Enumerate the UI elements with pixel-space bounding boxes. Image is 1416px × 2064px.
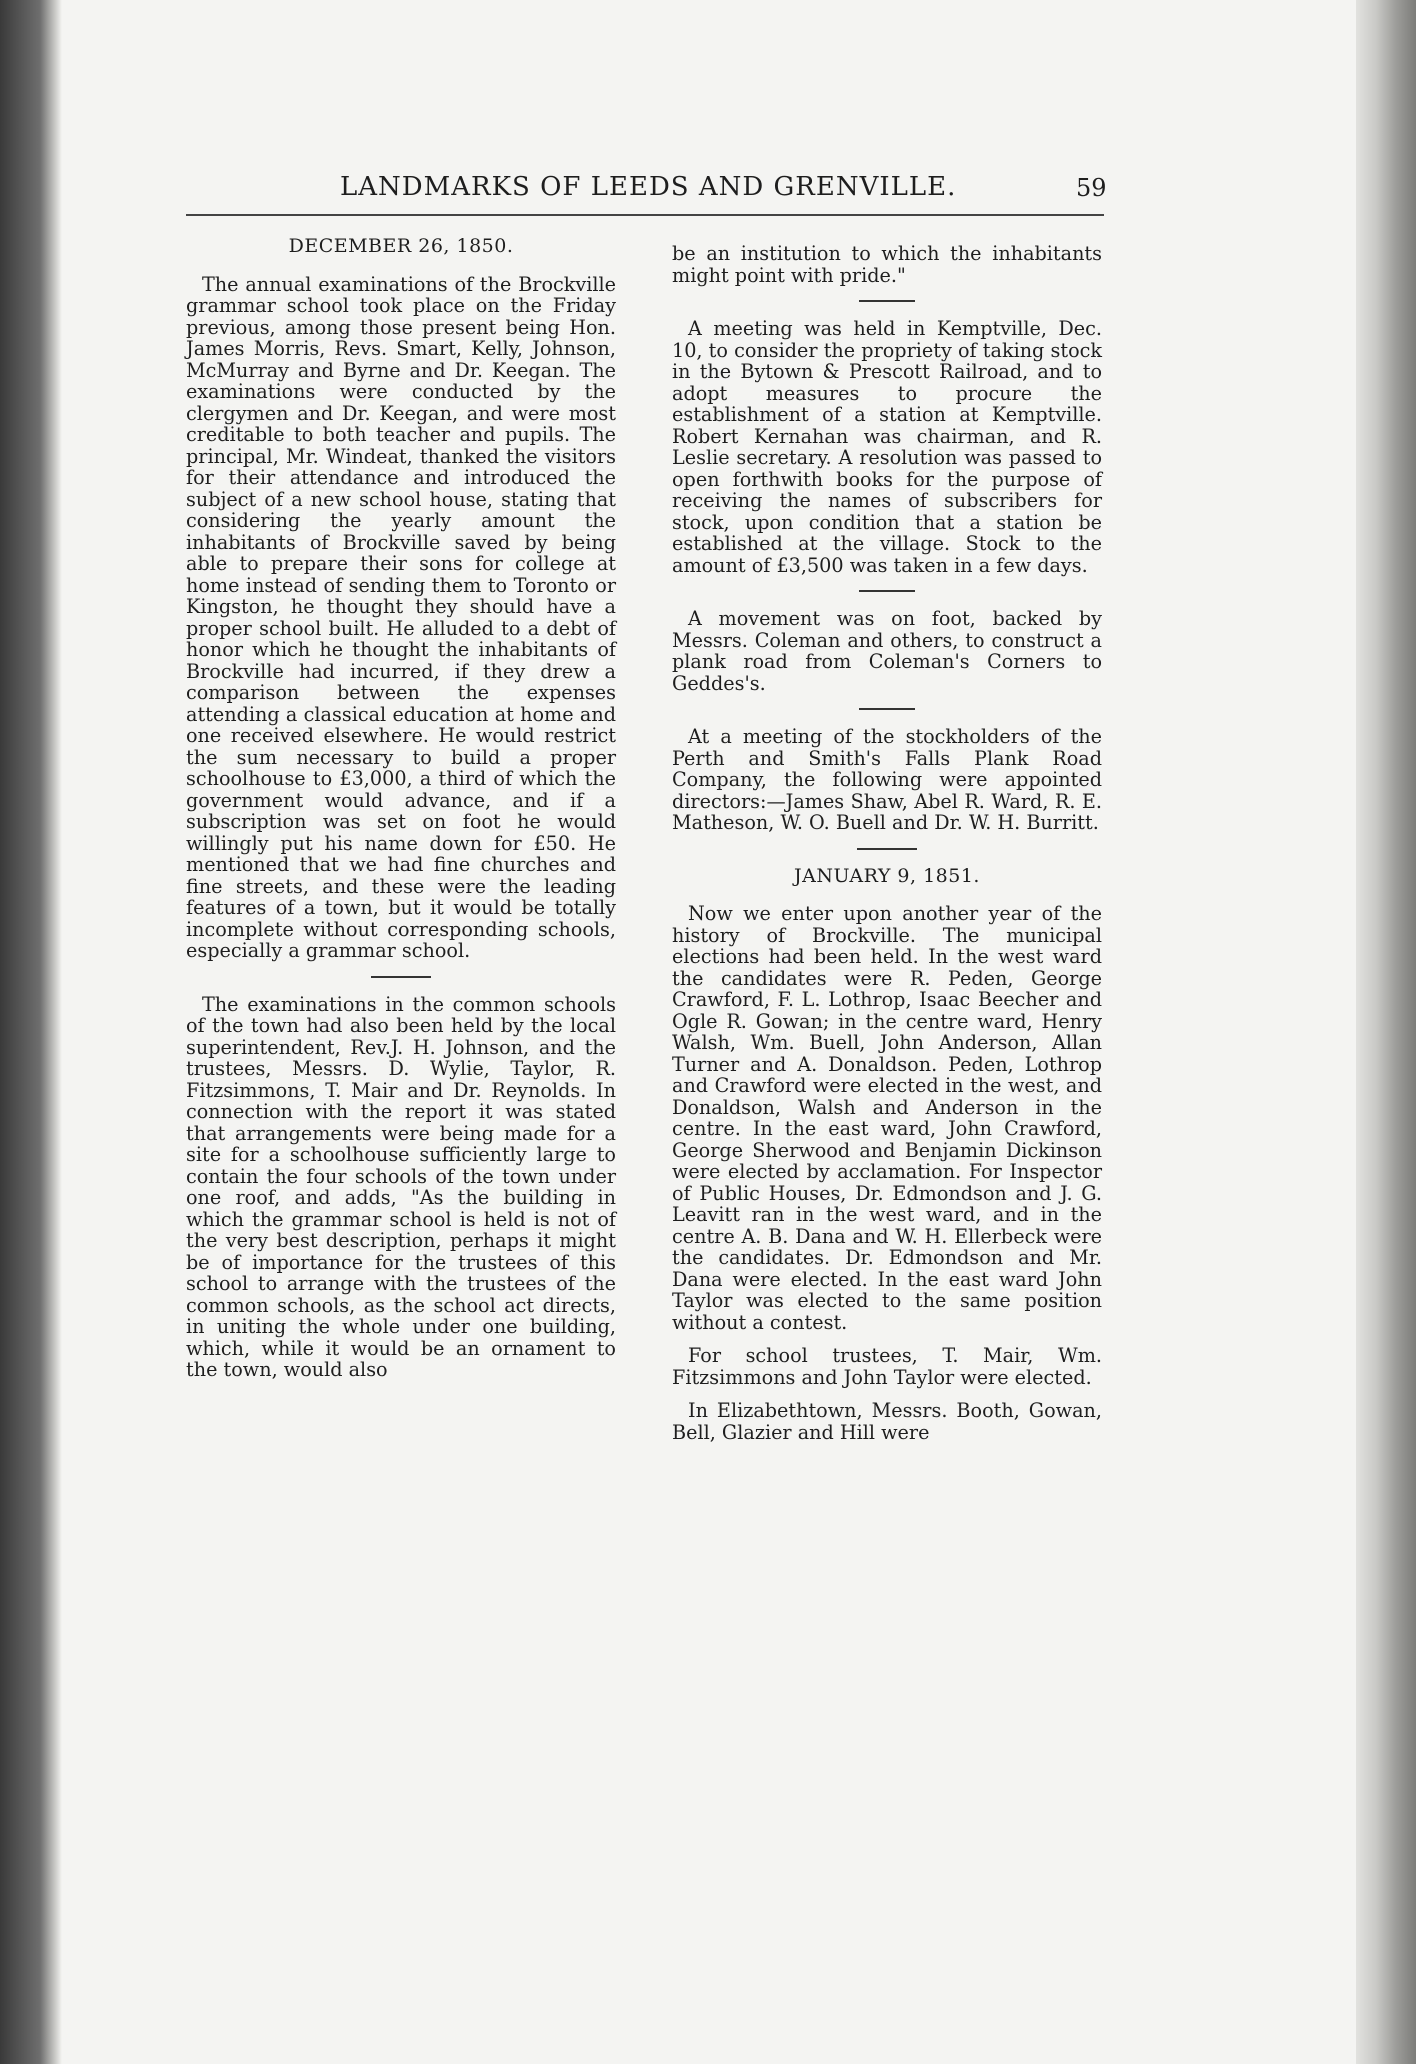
left-column bbox=[186, 236, 616, 1393]
date-heading-jan-1851: JANUARY 9, 1851. bbox=[794, 864, 980, 887]
section-divider bbox=[859, 708, 915, 710]
section-divider bbox=[859, 590, 915, 592]
perth-directors-paragraph: At a meeting of the stockholders of the Perth and Smith's Falls Plank Road Company, the following were appointed directors:—James Shaw, Abel R. Ward, R. E. Matheson, W. O. Buell and Dr. W. H. Burritt. bbox=[672, 725, 1102, 834]
elizabethtown-paragraph: In Elizabethtown, Messrs. Booth, Gowan, Bell, Glazier and Hill were bbox=[672, 1399, 1102, 1444]
section-divider bbox=[857, 848, 917, 850]
page-binding-shadow bbox=[0, 0, 62, 2064]
running-header-title: LANDMARKS OF LEEDS AND GRENVILLE. bbox=[340, 172, 957, 202]
school-trustees-paragraph: For school trustees, T. Mair, Wm. Fitzsimmons and John Taylor were elected. bbox=[672, 1344, 1102, 1389]
plank-road-paragraph: A movement was on foot, backed by Messrs. Coleman and others, to construct a plank road from Coleman's Corners to Geddes's. bbox=[672, 607, 1102, 695]
kemptville-paragraph: A meeting was held in Kemptville, Dec. 10, to consider the propriety of taking stock in the Bytown & Prescott Railroad, and to adopt measures to procure the establishment of a station at Kemptville. Robert Kernahan was chairman, and R. Leslie secretary. A resolution was passed to open forthwith books for the purpose of receiving the names of subscribers for stock, upon condition that a station be established at the village. Stock to the amount of £3,500 was taken in a few days. bbox=[672, 317, 1102, 577]
date-heading-dec-1850: DECEMBER 26, 1850. bbox=[288, 235, 514, 257]
common-schools-paragraph: The examinations in the common schools of the town had also been held by the local superintendent, Rev.J. H. Johnson, and the trustees, Messrs. D. Wylie, Taylor, R. Fitzsimmons, T. Mair and Dr. Reynolds. In connection with the report it was stated that arrangements were being made for a site for a schoolhouse sufficiently large to contain the four schools of the town under one roof, and adds, "As the building in which the grammar school is held is not of the very best description, perhaps it might be of importance for the trustees of this school to arrange with the trustees of the common schools, as the school act directs, in uniting the whole under one building, which, while it would be an ornament to the town, would also bbox=[186, 992, 616, 1381]
header-rule bbox=[186, 214, 1104, 216]
section-divider bbox=[371, 976, 431, 978]
page-edge-shadow bbox=[1356, 0, 1416, 2064]
grammar-school-paragraph: The annual examinations of the Brockville grammar school took place on the Friday previous, among those present being Hon. James Morris, Revs. Smart, Kelly, Johnson, McMurray and Byrne and Dr. Keegan. The examinations were conducted by the clergymen and Dr. Keegan, and were most creditable to both teacher and pupils. The principal, Mr. Windeat, thanked the visitors for their attendance and introduced the subject of a new school house, stating that considering the yearly amount the inhabitants of Brockville saved by being able to prepare their sons for college at home instead of sending them to Toronto or Kingston, he thought they should have a proper school built. He alluded to a debt of honor which he thought the inhabitants of Brockville had incurred, if they drew a comparison between the expenses attending a classical education at home and one received elsewhere. He would restrict the sum necessary to build a proper schoolhouse to £3,000, a third of which the government would advance, and if a subscription was set on foot he would willingly put his name down for £50. He mentioned that we had fine churches and fine streets, and these were the leading features of a town, but it would be totally incomplete without corresponding schools, especially a grammar school. bbox=[186, 272, 616, 962]
page-number: 59 bbox=[1076, 174, 1107, 202]
continuation-paragraph: be an institution to which the inhabitants might point with pride." bbox=[672, 242, 1102, 287]
section-divider bbox=[859, 300, 915, 302]
elections-paragraph: Now we enter upon another year of the history of Brockville. The municipal elections had been held. In the west ward the candidates were R. Peden, George Crawford, F. L. Lothrop, Isaac Beecher and Ogle R. Gowan; in the centre ward, Henry Walsh, Wm. Buell, John Anderson, Allan Turner and A. Donaldson. Peden, Lothrop and Crawford were elected in the west, and Donaldson, Walsh and Anderson in the centre. In the east ward, John Crawford, George Sherwood and Benjamin Dickinson were elected by acclamation. For Inspector of Public Houses, Dr. Edmondson and J. G. Leavitt ran in the west ward, and in the centre A. B. Dana and W. H. Ellerbeck were the candidates. Dr. Edmondson and Mr. Dana were elected. In the east ward John Taylor was elected to the same position without a contest. bbox=[672, 902, 1102, 1334]
right-column bbox=[672, 243, 1102, 1455]
